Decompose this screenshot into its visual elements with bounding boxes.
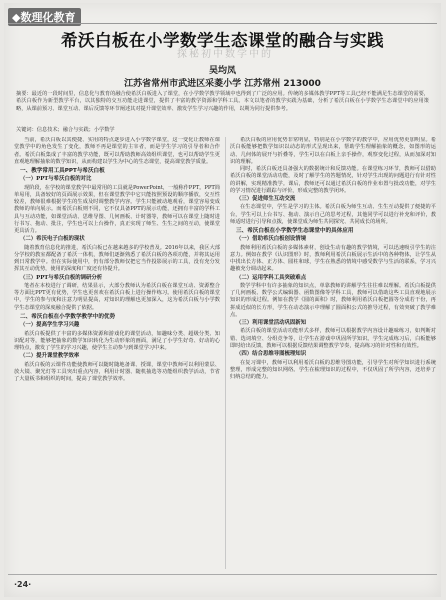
body-paragraph: 随着教育信息化的推进，希沃白板已在越来越多的学校普及。2016年以来，我区大部分学校的教室都配备了希沃一体机，教师们逐渐熟悉了希沃白板的各项功能，并将其运用到日常教学中。但在实际使用中，仍有部分教师仅把它当作投影展示的工具，没有充分发挥其互动优势，使用的深度和广度还有待提升。 [14, 244, 220, 273]
section-heading: 一、教学常用工具PPT与希沃白板 [20, 168, 105, 174]
subsection-heading: （二）希沃电子白板的现状 [20, 236, 85, 243]
subsection-heading: （二）提升课堂教学效率 [20, 353, 80, 360]
subsection-heading: （一）借助希沃白板创设情境 [236, 236, 307, 243]
body-paragraph: 教师利用希沃白板的多媒体素材，创设生动有趣的教学情境，可以迅速吸引学生的注意力。例如在教学《认识图形》时，教师利用希沃白板展示生活中的各种物体，让学生从中找出长方体、正方体、圆柱和球，学生在熟悉的情境中感受数学与生活的联系，学习兴趣被充分调动起来。 [230, 244, 436, 273]
column-divider [225, 137, 226, 569]
journal-page [4, 3, 441, 597]
subsection-heading: （一）提高学生学习兴趣 [20, 322, 80, 329]
article-title: 希沃白板在小学数学生态课堂的融合与实践 [61, 31, 384, 50]
subsection-heading: （三）利用课堂活动巩固新知 [236, 320, 307, 327]
subsection-heading: （三）促进师生互动交流 [236, 196, 296, 202]
section-heading: 二、希沃白板在小学数学教学中的优势 [20, 313, 116, 320]
body-paragraph: 同时，希沃白板还具备强大的数据统计和反馈功能。在课堂练习环节，教师可以借助希沃白板的课堂活动功能，及时了解学生的答题情况，针对学生出现的问题进行有针对性的讲解，实现精准教学。课后，教师还可以通过希沃白板的作业布置与批改功能，对学生的学习情况进行跟踪与评价，形成完整的教学闭环。 [230, 166, 436, 194]
body-paragraph: 笔者在本校进行了调研，结果显示，大部分教师认为希沃白板在课堂互动、资源整合等方面比PPT更有优势，学生也更喜欢在希沃白板上进行操作练习。使用希沃白板的课堂中，学生的参与度和注意力明显提高，对知识的理解也更加深入，这为希沃白板与小学数学生态课堂的深度融合提供了依据。 [14, 282, 220, 311]
abstract: 摘要：最近的一段时间里，信息化与教育的融合使希沃白板进入了课堂，在小学数学教学领域中也得到了广泛的应用。传统的多媒体教学PPT等工具已经不能满足生态课堂的需要，希沃白板作为新型教学平台，以其独特的交互功能走进课堂，提供了丰富的教学资源和学科工具。本文以笔者的教学实践为基础，分析了希沃白板在小学数学生态课堂中的应用策略，从课前预习、课堂互动、课后反馈等环节阐述其对提升课堂效率、激发学生学习兴趣的作用，以期为同行提供参考。 [16, 91, 429, 112]
header-rule [8, 23, 437, 24]
author-affiliation: 江苏省常州市武进区采菱小学 江苏常州 213000 [124, 79, 321, 89]
body-paragraph: 在生态课堂中，学生是学习的主体。希沃白板为师生互动、生生互动提供了便捷的平台，学生可以上台书写、拖动、演示自己的思考过程，其他同学可以进行补充和评价，教师适时进行引导和点拨，使课堂成为师生共同探究、共同成长的场所。 [230, 204, 436, 225]
body-paragraph: 希沃白板的云课件功能使教师可以随时随地备课、授课，课堂中教师可以利用蒙层、放大镜、聚光灯等工具突出重点内容，利用计时器、随机抽选等功能组织教学活动，节省了大量板书和组织的时间，提高了课堂教学效率。 [14, 361, 220, 383]
body-paragraph: 现阶段，在学校的课堂教学中最常用的工具就是PowerPoint，一般称作PPT。PPT简单易用，具备较好的页面展示效果，但在课堂教学中它只能按照预设的顺序播放，交互性较差，教师很难根据学生的生成及时调整教学内容。学生只能被动地观看，课堂容易变成教师的单向展示。而希沃白板则不同，它不仅具备PPT的展示功能，还拥有丰富的学科工具与互动功能，如课堂活动、思维导图、几何画板、计时器等，教师可以在课堂上随时进行书写、拖动、批注，学生也可以上台操作，真正实现了师生、生生之间的互动，使课堂更具活力。 [14, 184, 220, 235]
left-column [14, 137, 220, 571]
section-heading: 三、希沃白板在小学数学生态课堂中的具体应用 [236, 228, 354, 235]
right-column [230, 137, 436, 571]
section-rubric: ◆数理化教育 [8, 8, 81, 26]
subsection-heading: （四）结合思维导图梳理知识 [236, 351, 307, 358]
body-paragraph: 希沃白板的应用优势非常明显，特别是在小学数学的教学中，应用优势更加明显。希沃白板能够把数学知识以动态的形式呈现出来，帮助学生理解抽象的概念，如图形的运动、几何体的展开与折叠等，学生可以在白板上亲手操作，观察变化过程，从而加深对知识的理解。 [230, 137, 436, 165]
footer-rule [8, 574, 437, 575]
body-paragraph: 希沃白板提供了丰富的多媒体资源和游戏化的课堂活动，如趣味分类、超级分类、知识配对等，能够把抽象的数学知识转化为生动形象的画面，满足了小学生好奇、好动的心理特点，激发了学生的学习兴趣，使学生主动参与到课堂学习中来。 [14, 330, 220, 352]
keywords: 关键词：信息技术；融合与实践；小学数学 [16, 127, 115, 133]
body-paragraph: 希沃白板的课堂活动功能形式多样，教师可以根据教学内容设计趣味练习，如判断对错、选词填空、分组竞争等，让学生在游戏中巩固所学知识。学生完成练习后，白板能够即时给出反馈，教师可以根据反馈结果调整教学节奏，提高练习的针对性和有效性。 [230, 328, 436, 349]
page-number: ·24· [14, 580, 32, 589]
author-name: 吴均凤 [208, 66, 236, 76]
body-paragraph: 当前，希沃白板以其便捷、实用的特点逐步进入小学数学课堂，这一变化让教师在课堂教学中的角色发生了变化，教师不再是课堂的主宰者，而是学生学习的引导者和合作者。希沃白板集成了丰富的教学功能，既可以帮助教师高效组织课堂，也可以帮助学生更直观地理解抽象的数学知识，从而构建以学生为中心的生态课堂，提高课堂教学质量。 [14, 137, 220, 165]
body-paragraph: 数学学科中有许多抽象的知识点，单靠教师的讲解学生往往难以理解。希沃白板提供了几何画板、数学公式编辑器、函数图像等学科工具，教师可以借助这些工具直观地展示知识的形成过程。例如在教学《圆的面积》时，教师利用希沃白板把圆等分成若干份，再拼成近似的长方形，学生在动态演示中理解了圆面积公式的推导过程，有效突破了教学难点。 [230, 282, 436, 318]
subsection-heading: （一）PPT与希沃白板的对比 [20, 176, 92, 183]
subsection-heading: （三）PPT与希沃白板的调研分析 [20, 274, 103, 281]
body-paragraph: 在复习课中，教师可以利用希沃白板的思维导图功能，引导学生对所学知识进行系统整理，形成完整的知识网络。学生在梳理知识的过程中，不仅巩固了所学内容，还培养了归纳总结的能力。 [230, 359, 436, 381]
watermark-text: 探秘初中数学中的 [177, 49, 273, 60]
subsection-heading: （二）运用学科工具突破难点 [236, 274, 307, 281]
